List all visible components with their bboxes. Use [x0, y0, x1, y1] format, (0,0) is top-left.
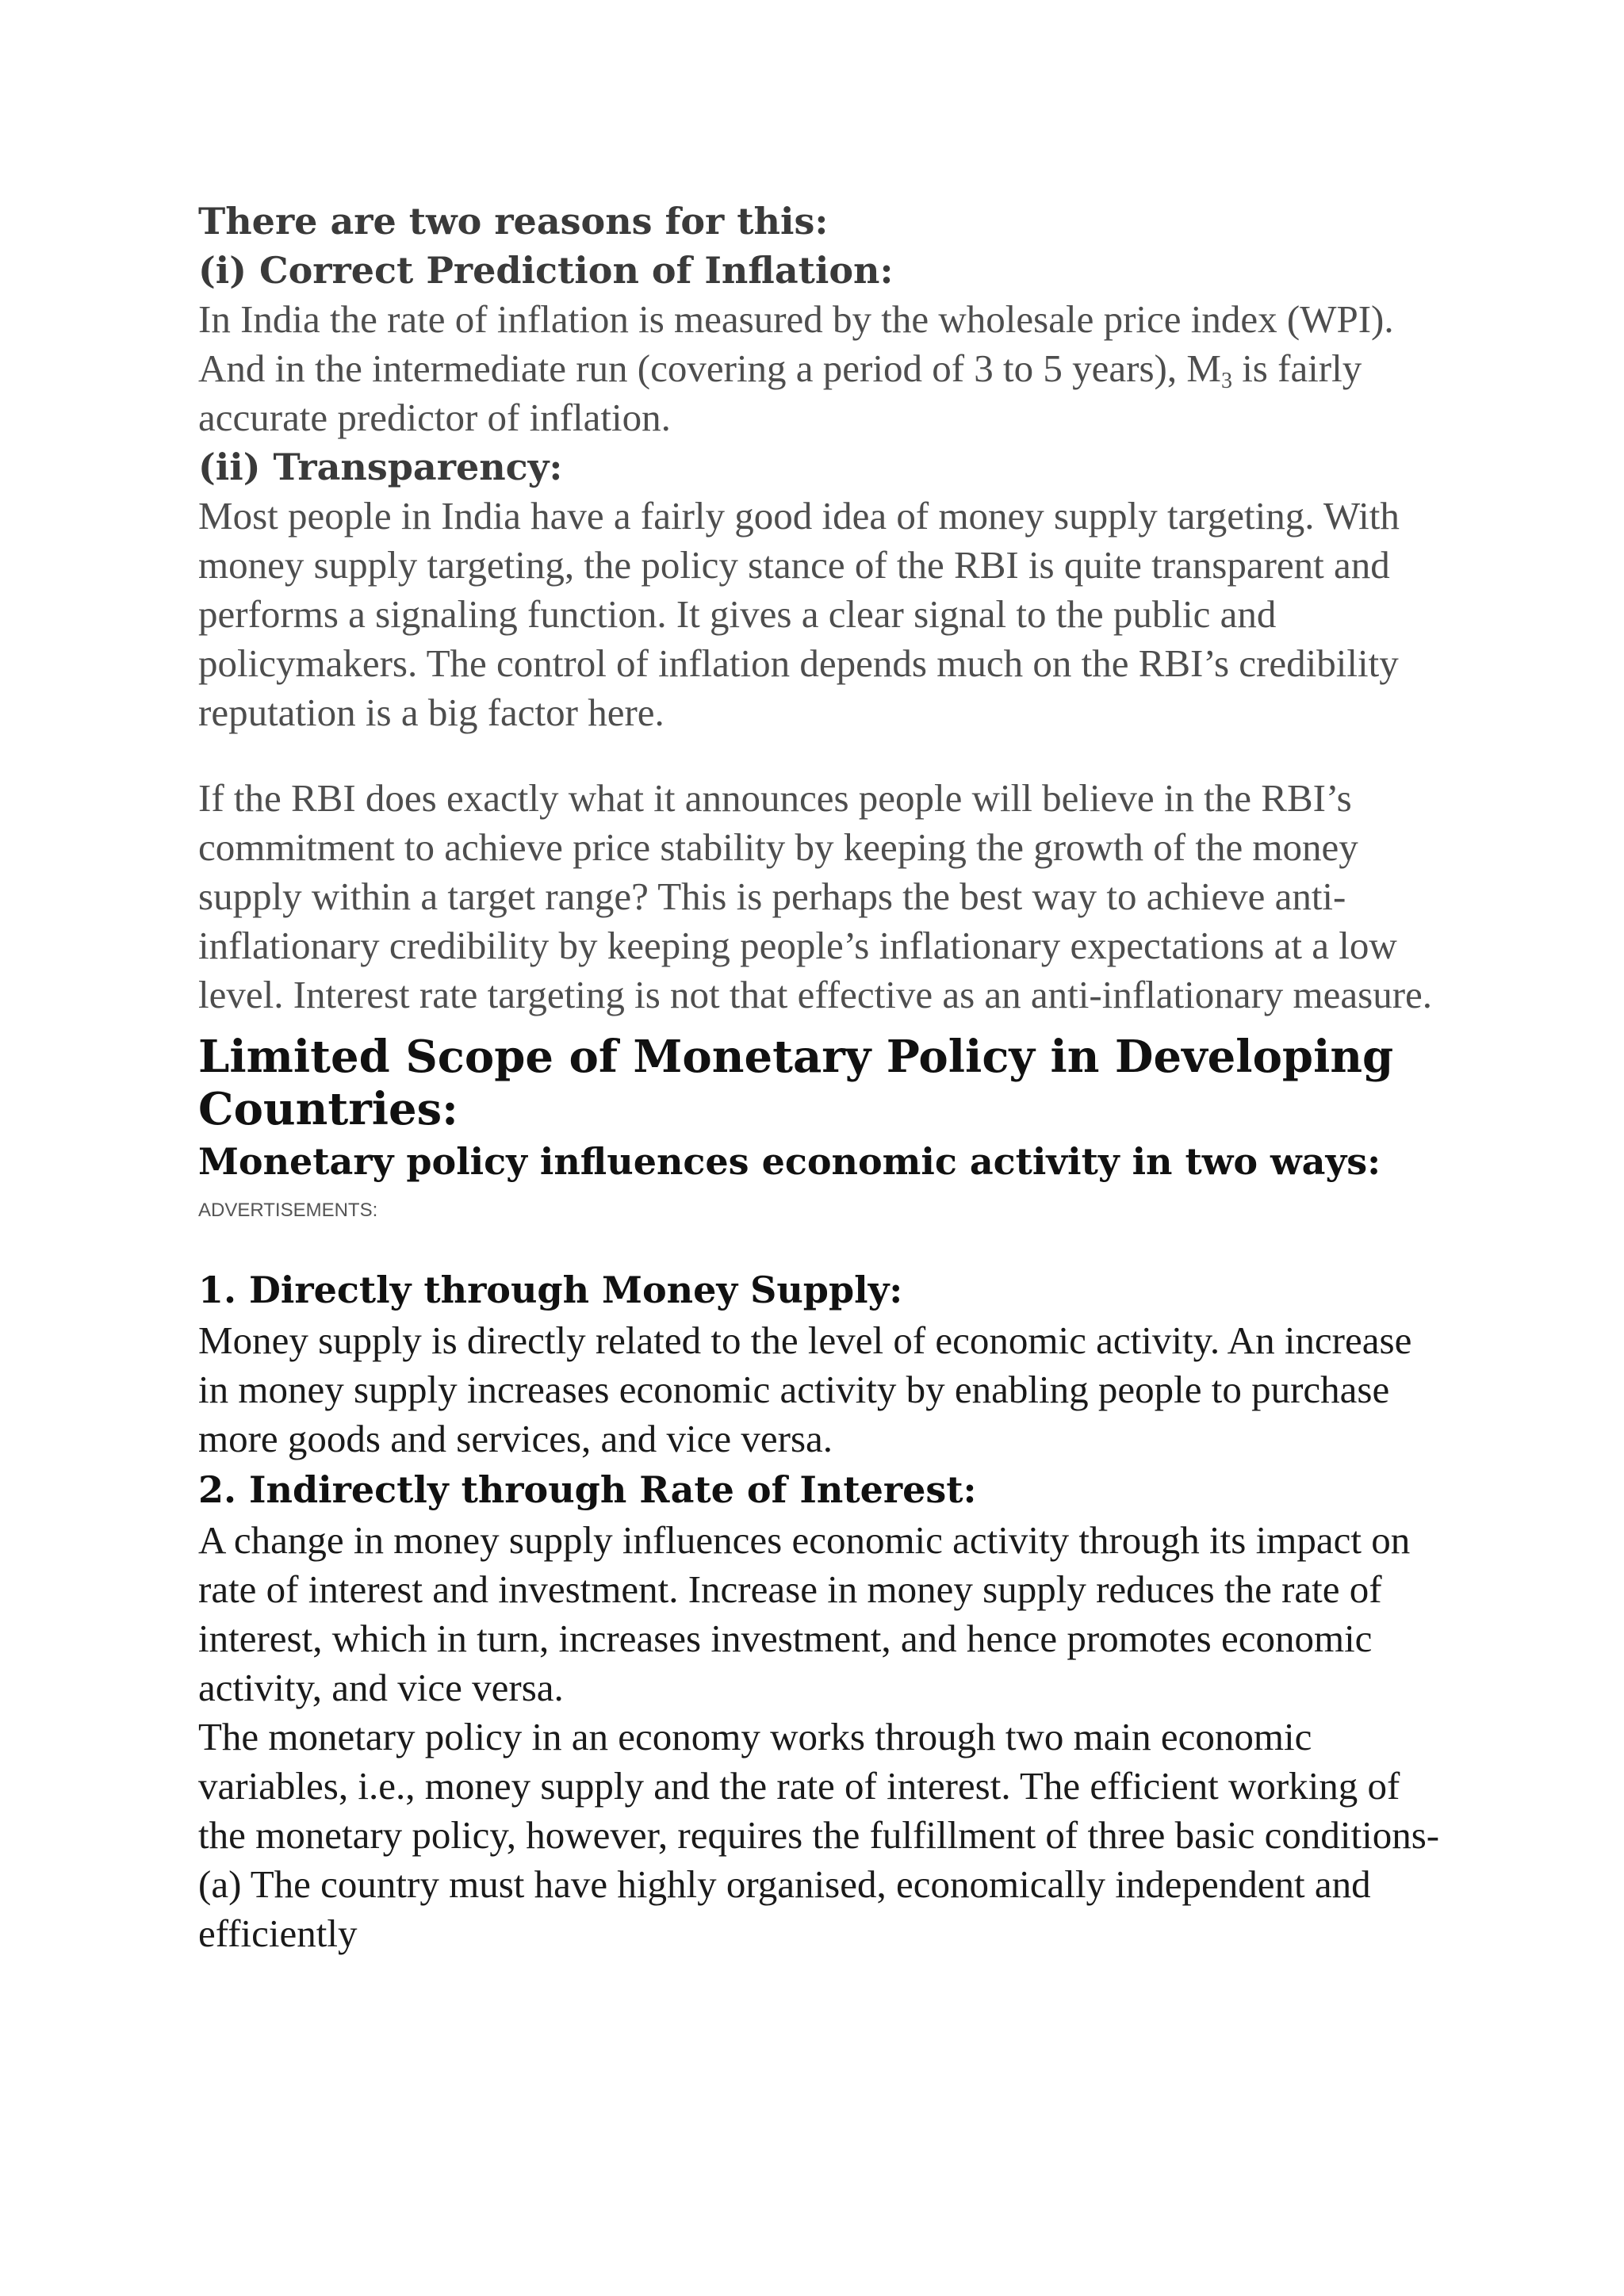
money-supply-heading: 1. Directly through Money Supply:: [198, 1269, 903, 1311]
reasons-heading: There are two reasons for this:: [198, 200, 829, 243]
m3-subscript: 3: [1220, 369, 1232, 393]
rate-of-interest-heading: 2. Indirectly through Rate of Interest:: [198, 1468, 977, 1511]
advertisements-label: ADVERTISEMENTS:: [198, 1200, 378, 1221]
limited-scope-title: Limited Scope of Monetary Policy in Developing Countries:: [198, 1031, 1394, 1135]
monetary-policy-paragraph: The monetary policy in an economy works through two main economic variables, i.e., money supply and the rate of interest. The efficient working of the monetary policy, however, requires the fulfillment of three basic conditions- (a) The country must have highly organised, economically independent and efficiently: [198, 1715, 1440, 1955]
two-ways-subtitle: Monetary policy influences economic activity in two ways:: [198, 1140, 1381, 1183]
paragraph-spacer: [198, 737, 1451, 774]
credibility-paragraph: If the RBI does exactly what it announces people will believe in the RBI’s commitment to achieve price stability by keeping the growth of the money supply within a target range? This is perhaps the best way to achieve anti-inflationary credibility by keeping people’s inflationary expectations at a low level. Interest rate targeting is not that effective as an anti-inflationary measure.: [198, 776, 1433, 1016]
inflation-prediction-heading: (i) Correct Prediction of Inflation:: [198, 249, 894, 292]
rate-of-interest-text: A change in money supply influences economic activity through its impact on rate of interest and investment. Increase in money supply reduces the rate of interest, which in turn, increases investment, and hence promotes economic activity, and vice versa.: [198, 1518, 1411, 1709]
transparency-heading: (ii) Transparency:: [198, 446, 563, 488]
document-page: [198, 197, 1451, 1958]
money-supply-text: Money supply is directly related to the level of economic activity. An increase in money supply increases economic activity by enabling people to purchase more goods and services, and vice versa.: [198, 1318, 1412, 1460]
inflation-prediction-text: In India the rate of inflation is measured by the wholesale price index (WPI). And in the intermediate run (covering a period of 3 to 5 years), $M_3$ is fairly accurate predictor of inflation.: [198, 297, 1394, 439]
transparency-text: Most people in India have a fairly good idea of money supply targeting. With money supply targeting, the policy stance of the RBI is quite transparent and performs a signaling function. It gives a clear signal to the public and policymakers. The control of inflation depends much on the RBI’s credibility reputation is a big factor here.: [198, 494, 1400, 734]
